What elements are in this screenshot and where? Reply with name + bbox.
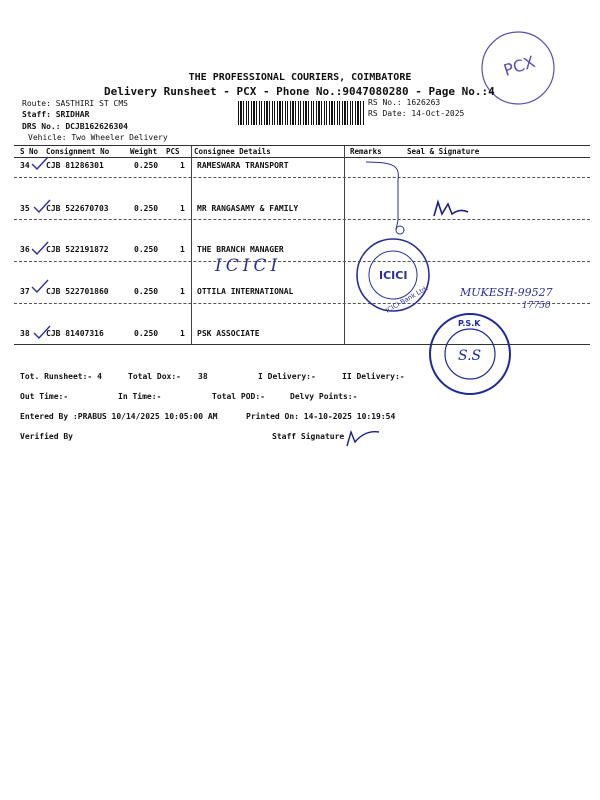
staff-label: Staff: SRIDHAR xyxy=(22,110,90,119)
table-top-rule xyxy=(14,145,590,146)
svg-text:ICICI: ICICI xyxy=(379,269,408,282)
table-header-rule xyxy=(14,157,590,158)
check-mark-icon xyxy=(30,156,50,172)
check-mark-icon xyxy=(32,199,52,215)
pcx-stamp-text: PCX xyxy=(501,52,538,80)
verified-by: Verified By xyxy=(20,432,73,441)
drs-number: DRS No.: DCJB162626304 xyxy=(22,122,128,131)
in-time: In Time:- xyxy=(118,392,162,401)
table-row: 34 CJB 81286301 0.250 1 RAMESWARA TRANSPORT xyxy=(20,161,289,170)
table-row: 35 CJB 522670703 0.250 1 MR RANGASAMY & FAMILY xyxy=(20,204,299,213)
icici-handwriting: ICICI xyxy=(215,256,282,276)
company-name: THE PROFESSIONAL COURIERS, COIMBATORE xyxy=(188,72,412,83)
entered-by: Entered By :PRABUS 10/14/2025 10:05:00 AM xyxy=(20,412,218,421)
col-consignee: Consignee Details xyxy=(194,147,271,156)
total-dox-label: Total Dox:- xyxy=(128,372,181,381)
check-mark-icon xyxy=(32,325,52,341)
col-consignment: Consignment No xyxy=(46,147,110,156)
mukesh-note-2: 17750 xyxy=(522,301,551,311)
total-pod: Total POD:- xyxy=(212,392,265,401)
table-row: 38 CJB 81407316 0.250 1 PSK ASSOCIATE xyxy=(20,329,260,338)
col-weight: Weight xyxy=(130,147,158,156)
check-mark-icon xyxy=(30,279,50,295)
ii-delivery: II Delivery:- xyxy=(342,372,405,381)
out-time: Out Time:- xyxy=(20,392,69,401)
i-delivery: I Delivery:- xyxy=(258,372,316,381)
psk-stamp xyxy=(428,312,512,396)
staff-signature-label: Staff Signature xyxy=(272,432,345,441)
table-row: 36 CJB 522191872 0.250 1 THE BRANCH MANAGER xyxy=(20,245,284,254)
col-pcs: PCS xyxy=(166,147,180,156)
icici-stamp-text: ICICI Bank Ltd. xyxy=(384,283,430,315)
psk-stamp-text: P.S.K xyxy=(458,319,481,328)
barcode xyxy=(238,101,364,125)
col-remarks: Remarks xyxy=(350,147,382,156)
remarks-scribble xyxy=(364,160,424,240)
table-header xyxy=(0,147,600,161)
mukesh-note: MUKESH-99527 xyxy=(460,286,553,299)
check-mark-icon xyxy=(30,241,50,257)
staff-signature-scribble xyxy=(345,428,385,448)
icici-bank-stamp xyxy=(355,237,431,313)
runsheet-subtitle: Delivery Runsheet - PCX - Phone No.:9047080280 - Page No.:4 xyxy=(104,85,495,98)
signature-row35 xyxy=(432,200,472,220)
col-seal: Seal & Signature xyxy=(407,147,480,156)
rs-number: RS No.: 1626263 xyxy=(368,98,441,107)
table-row: 37 CJB 522701860 0.250 1 OTTILA INTERNATIONAL xyxy=(20,287,294,296)
route-label: Route: SASTHIRI ST CMS xyxy=(22,99,128,108)
delvy-points: Delvy Points:- xyxy=(290,392,358,401)
col-sno: S No xyxy=(20,147,39,156)
rs-date: RS Date: 14-Oct-2025 xyxy=(368,109,465,118)
total-dox-value: 38 xyxy=(198,372,208,381)
tot-runsheet: Tot. Runsheet:- 4 xyxy=(20,372,102,381)
svg-text:S.S: S.S xyxy=(458,348,482,364)
vehicle-label: Vehicle: Two Wheeler Delivery xyxy=(28,133,168,142)
printed-on: Printed On: 14-10-2025 10:19:54 xyxy=(246,412,396,421)
